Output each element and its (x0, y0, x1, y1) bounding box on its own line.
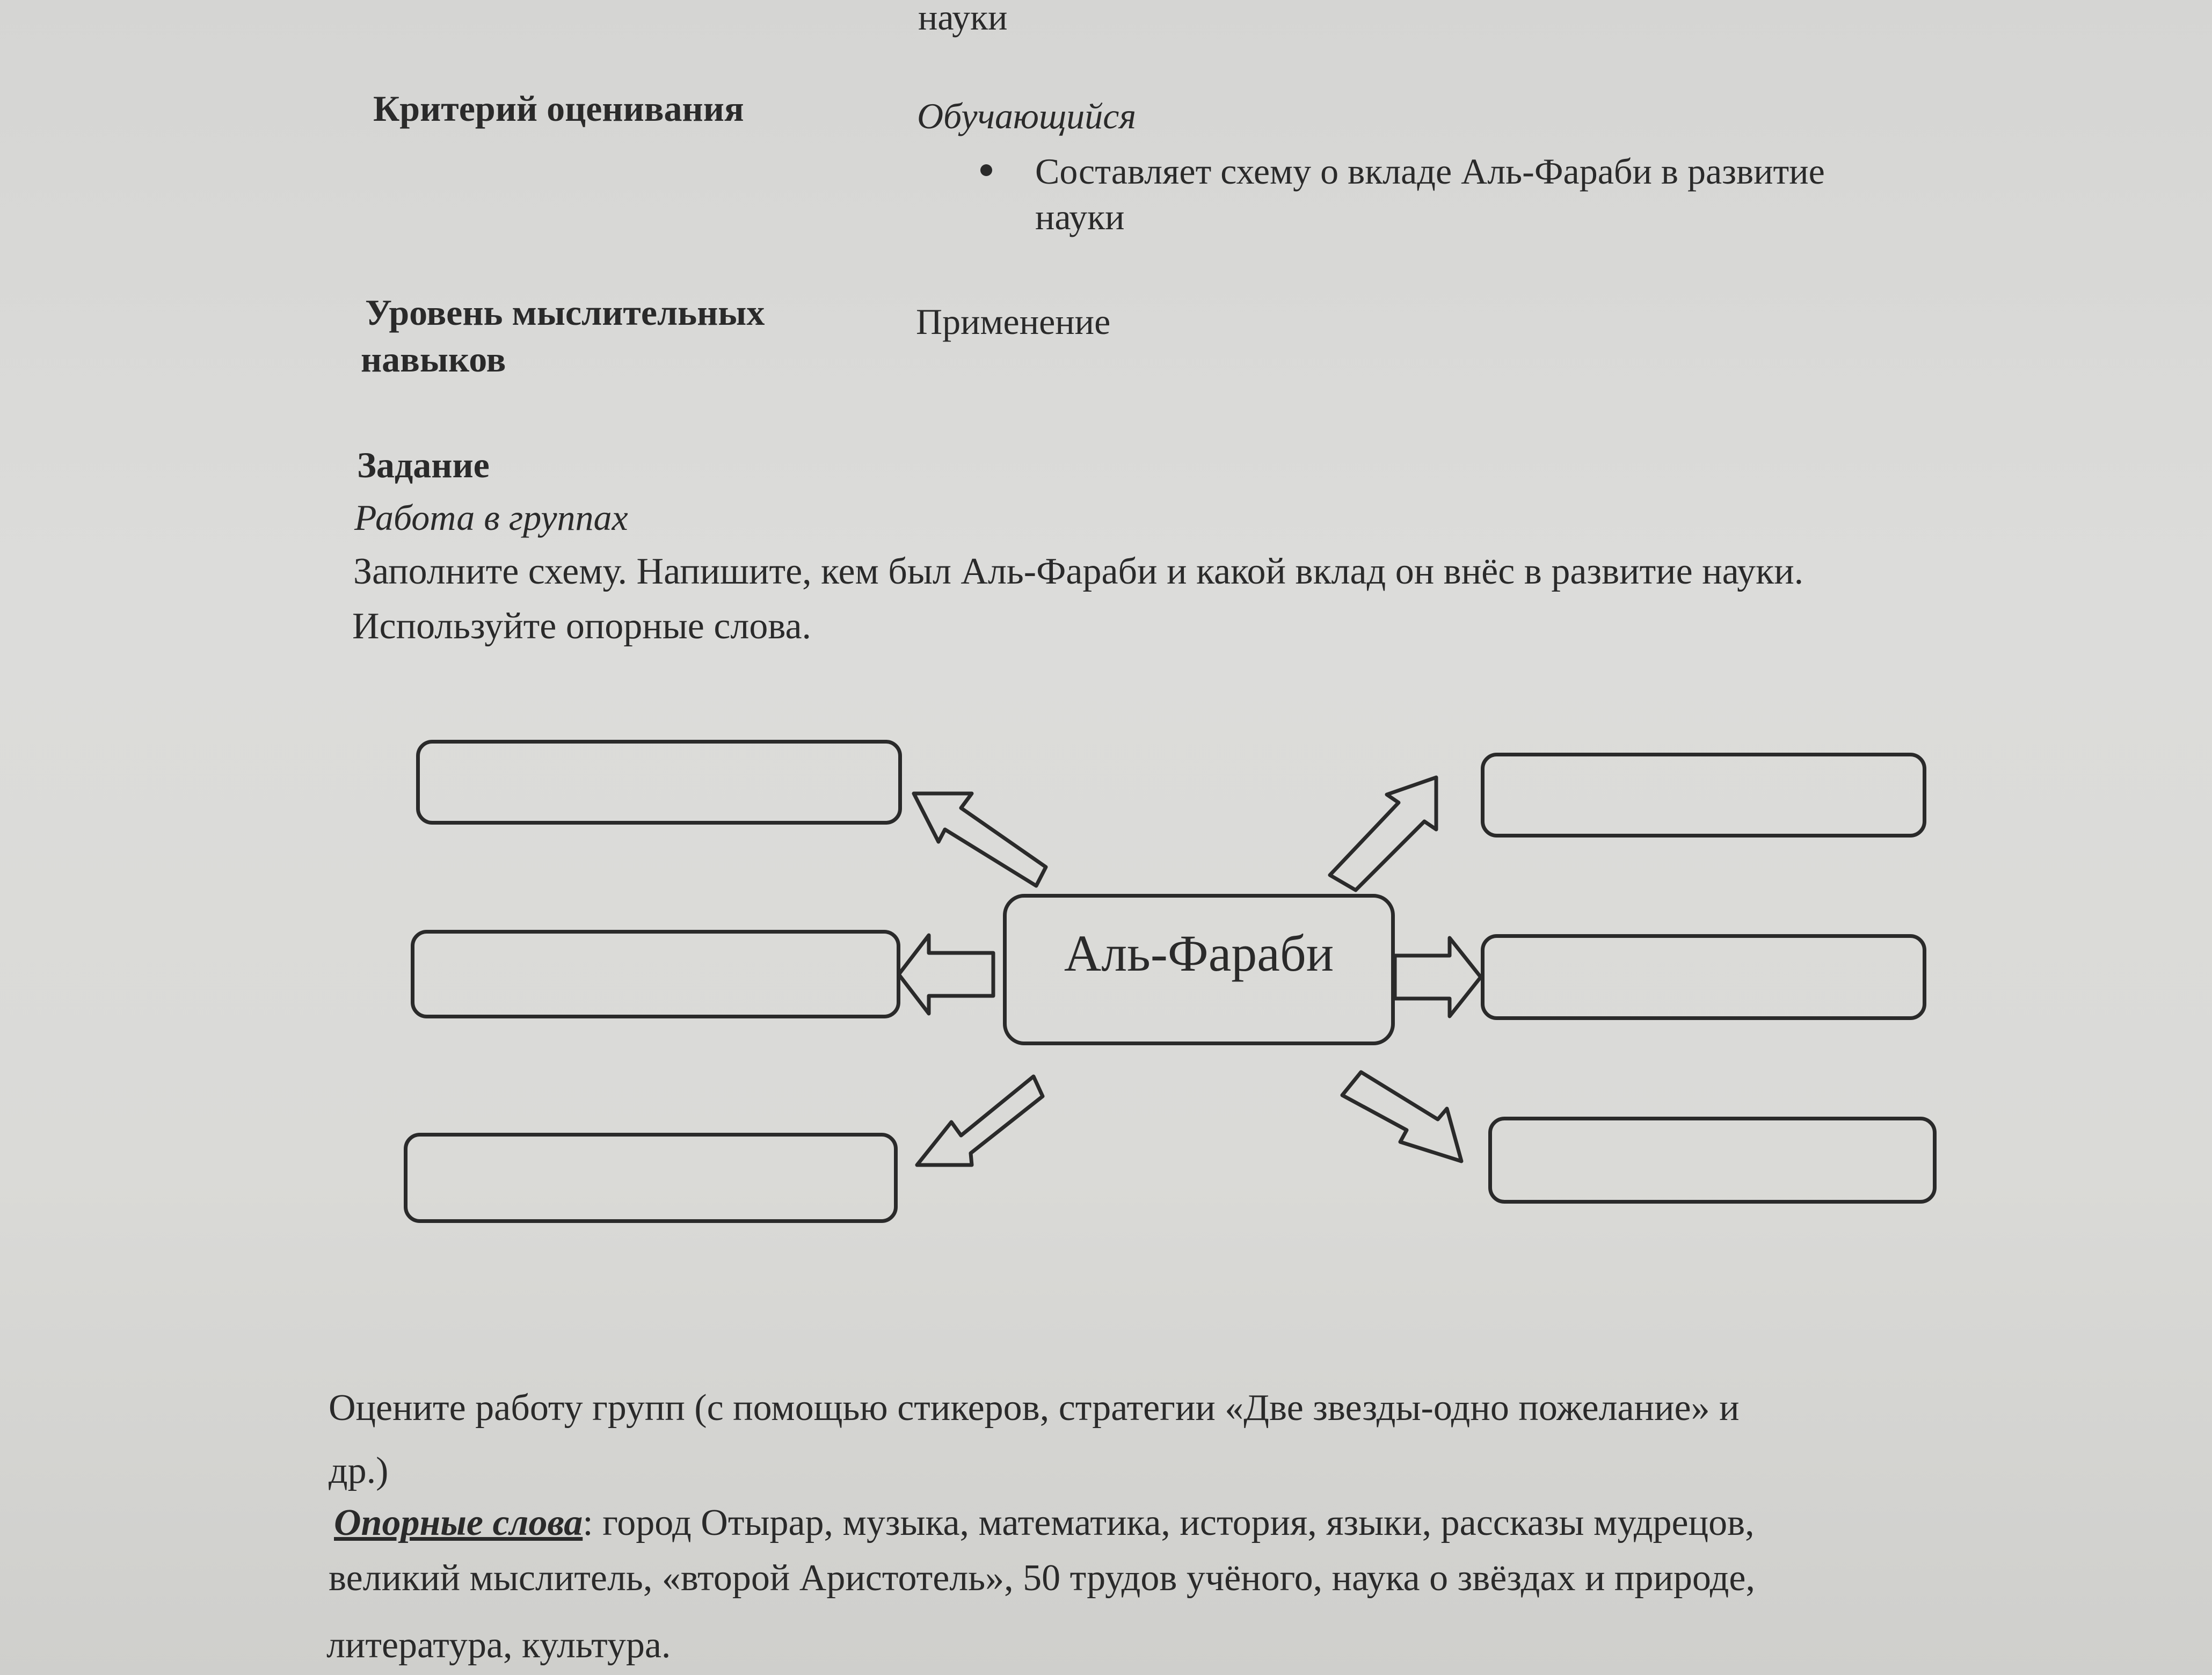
task-mode: Работа в группах (354, 497, 628, 538)
criteria-bullet-line2: науки (1035, 196, 1125, 237)
task-instruction-line1: Заполните схему. Напишите, кем был Аль-Фараби и какой вклад он внёс в развитие науки. (353, 551, 1804, 592)
bullet-dot (980, 164, 992, 176)
arrow-down-right-icon (1337, 1066, 1471, 1173)
answer-box-top-right[interactable] (1481, 753, 1926, 838)
answer-box-middle-right[interactable] (1481, 934, 1926, 1020)
answer-box-bottom-left[interactable] (404, 1133, 898, 1223)
task-instruction-line2: Используйте опорные слова. (352, 606, 812, 647)
skills-label-line1: Уровень мыслительных (365, 292, 765, 333)
keywords-label: Опорные слова (334, 1502, 583, 1543)
center-label: Аль-Фараби (1064, 924, 1334, 982)
evaluation-line1: Оцените работу групп (с помощью стикеров, стратегии «Две звезды-одно пожелание» и (329, 1387, 1740, 1429)
answer-box-bottom-right[interactable] (1488, 1117, 1937, 1204)
answer-box-middle-left[interactable] (411, 930, 900, 1018)
keywords-line2: великий мыслитель, «второй Аристотель», 50 трудов учёного, наука о звёздах и природе, (329, 1557, 1755, 1599)
task-heading: Задание (357, 445, 490, 485)
keywords-line1 (334, 1504, 1755, 1542)
keywords-line3: литература, культура. (326, 1625, 671, 1666)
arrow-right-icon (1391, 931, 1487, 1023)
keywords-line1-rest: : город Отырар, музыка, математика, история, языки, рассказы мудрецов, (583, 1502, 1755, 1543)
arrow-left-icon (891, 929, 999, 1020)
evaluation-line2: др.) (329, 1450, 389, 1491)
criteria-bullet-line1: Составляет схему о вкладе Аль-Фараби в развитие (1035, 151, 1825, 192)
arrow-down-left-icon (907, 1058, 1047, 1176)
center-box (1003, 894, 1395, 1045)
learner-label: Обучающийся (917, 96, 1137, 136)
top-fragment-text: науки (918, 0, 1008, 38)
skills-value: Применение (916, 301, 1111, 342)
criteria-label: Критерий оценивания (373, 88, 744, 129)
answer-box-top-left[interactable] (416, 740, 902, 825)
skills-label-line2: навыков (361, 339, 506, 380)
arrow-up-left-icon (902, 778, 1052, 897)
arrow-up-right-icon (1323, 768, 1452, 891)
